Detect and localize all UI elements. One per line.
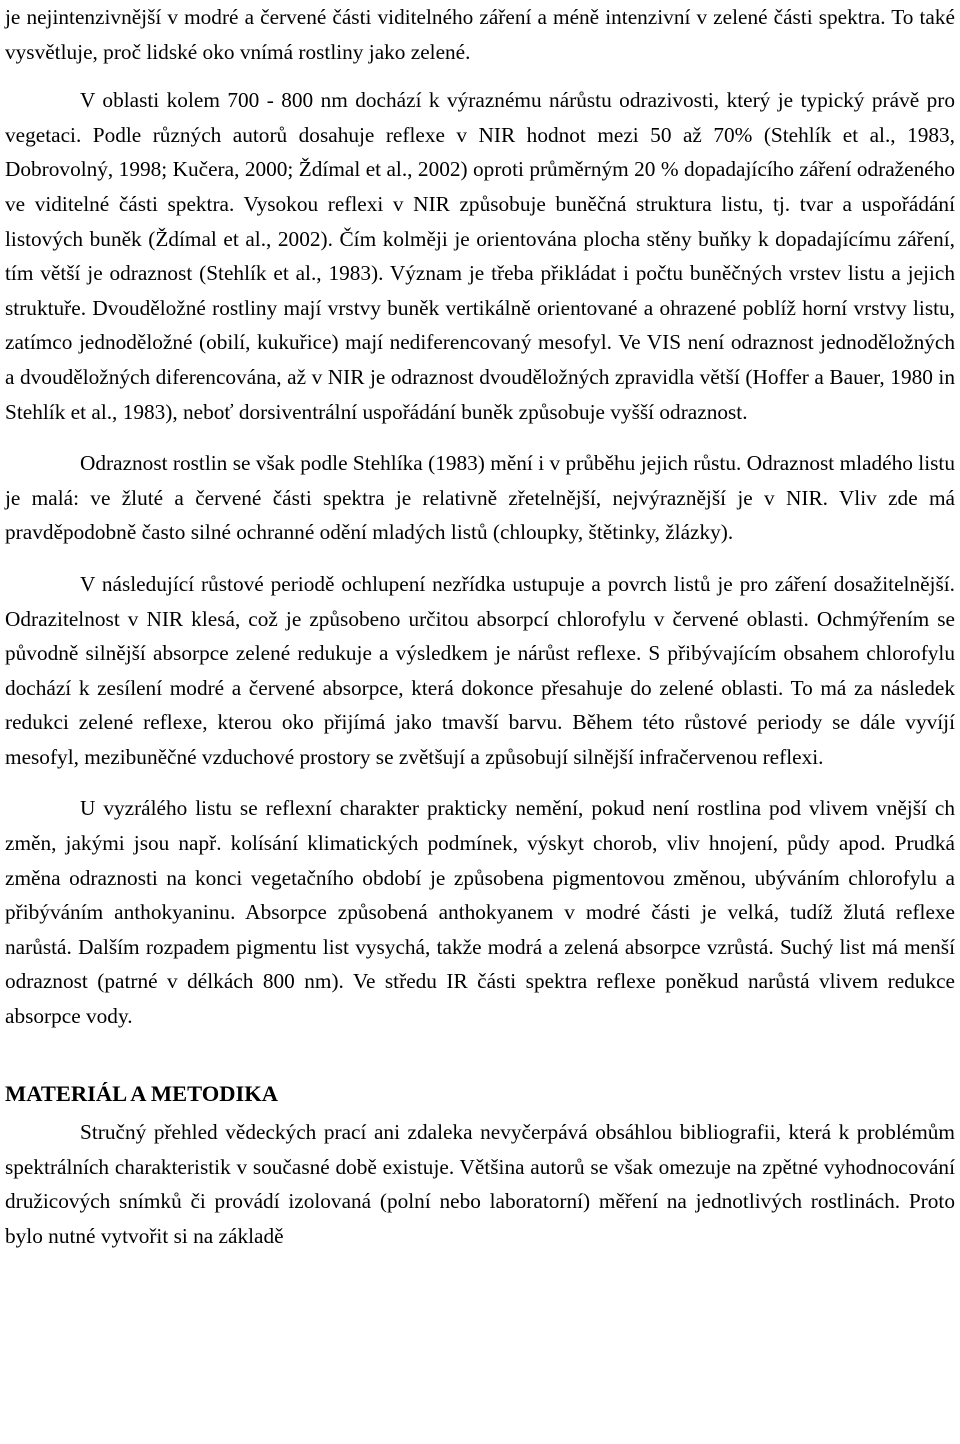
- paragraph-mature-leaf: U vyzrálého listu se reflexní charakter prakticky nemění, pokud není rostlina pod vlivem vnější ch změn, jakými jsou např. kolísání klimatických podmínek, výskyt chorob, vliv hnojení, půdy apod. Prudká změna odraznosti na konci vegetačního období je způsobena pigmentovou změnou, ubýváním chlorofylu a přibýváním anthokyaninu. Absorpce způsobená anthokyanem v modré části je velká, tudíž žlutá reflexe narůstá. Dalším rozpadem pigmentu list vysychá, takže modrá a zelená absorpce vzrůstá. Suchý list má menší odraznost (patrné v délkách 800 nm). Ve středu IR části spektra reflexe poněkud narůstá vlivem redukce absorpce vody.: [5, 796, 955, 1029]
- document-page: [5, 0, 955, 1254]
- section-heading: MATERIÁL A METODIKA: [5, 1080, 278, 1106]
- paragraph-growth-period: V následující růstové periodě ochlupení nezřídka ustupuje a povrch listů je pro záření dosažitelnější. Odrazitelnost v NIR klesá, což je způsobeno určitou absorpcí chlorofylu v červené oblasti. Ochmýřením se původně silnější absorpce zelené redukuje a výsledkem je nárůst reflexe. S přibývajícím obsahem chlorofylu dochází k zesílení modré a červené absorpce, která dokonce přesahuje do zelené oblasti. To má za následek redukci zelené reflexe, kterou oko přijímá jako tmavší barvu. Během této růstové periody se dále vyvíjí mesofyl, mezibuněčné vzduchové prostory se zvětšují a způsobují silnější infračervenou reflexi.: [5, 571, 955, 769]
- paragraph-continuation: je nejintenzivnější v modré a červené části viditelného záření a méně intenzivní v zelené části spektra. To také vysvětluje, proč lidské oko vnímá rostliny jako zelené.: [5, 5, 955, 64]
- paragraph-methodology: Stručný přehled vědeckých prací ani zdaleka nevyčerpává obsáhlou bibliografii, která k problémům spektrálních charakteristik v současné době existuje. Většina autorů se však omezuje na zpětné vyhodnocování družicových snímků či provádí izolovaná (polní nebo laboratorní) měření na jednotlivých rostlinách. Proto bylo nutné vytvořit si na základě: [5, 1120, 955, 1248]
- paragraph-nir-reflectance: V oblasti kolem 700 - 800 nm dochází k výraznému nárůstu odrazivosti, který je typický právě pro vegetaci. Podle různých autorů dosahuje reflexe v NIR hodnot mezi 50 až 70% (Stehlík et al., 1983, Dobrovolný, 1998; Kučera, 2000; Ždímal et al., 2002) oproti průměrným 20 % dopadajícího záření odraženého ve viditelné části spektra. Vysokou reflexi v NIR způsobuje buněčná struktura listu, tj. tvar a uspořádání listových buněk (Ždímal et al., 2002). Čím kolměji je orientována plocha stěny buňky k dopadajícímu záření, tím větší je odraznost (Stehlík et al., 1983). Význam je třeba přikládat i počtu buněčných vrstev listu a jejich struktuře. Dvouděložné rostliny mají vrstvy buněk vertikálně orientované a ohrazené poblíž horní vrstvy listu, zatímco jednoděložné (obilí, kukuřice) mají nediferencovaný mesofyl. Ve VIS není odraznost jednoděložných a dvouděložných diferencována, až v NIR je odraznost dvouděložných zpravidla větší (Hoffer a Bauer, 1980 in Stehlík et al., 1983), neboť dorsiventrální uspořádání buněk způsobuje vyšší odraznost.: [5, 88, 955, 424]
- paragraph-growth-reflectance: Odraznost rostlin se však podle Stehlíka (1983) mění i v průběhu jejich růstu. Odraznost mladého listu je malá: ve žluté a červené části spektra je relativně zřetelnější, nejvýraznější je v NIR. Vliv zde má pravděpodobně často silné ochranné odění mladých listů (chloupky, štětinky, žlázky).: [5, 451, 955, 545]
